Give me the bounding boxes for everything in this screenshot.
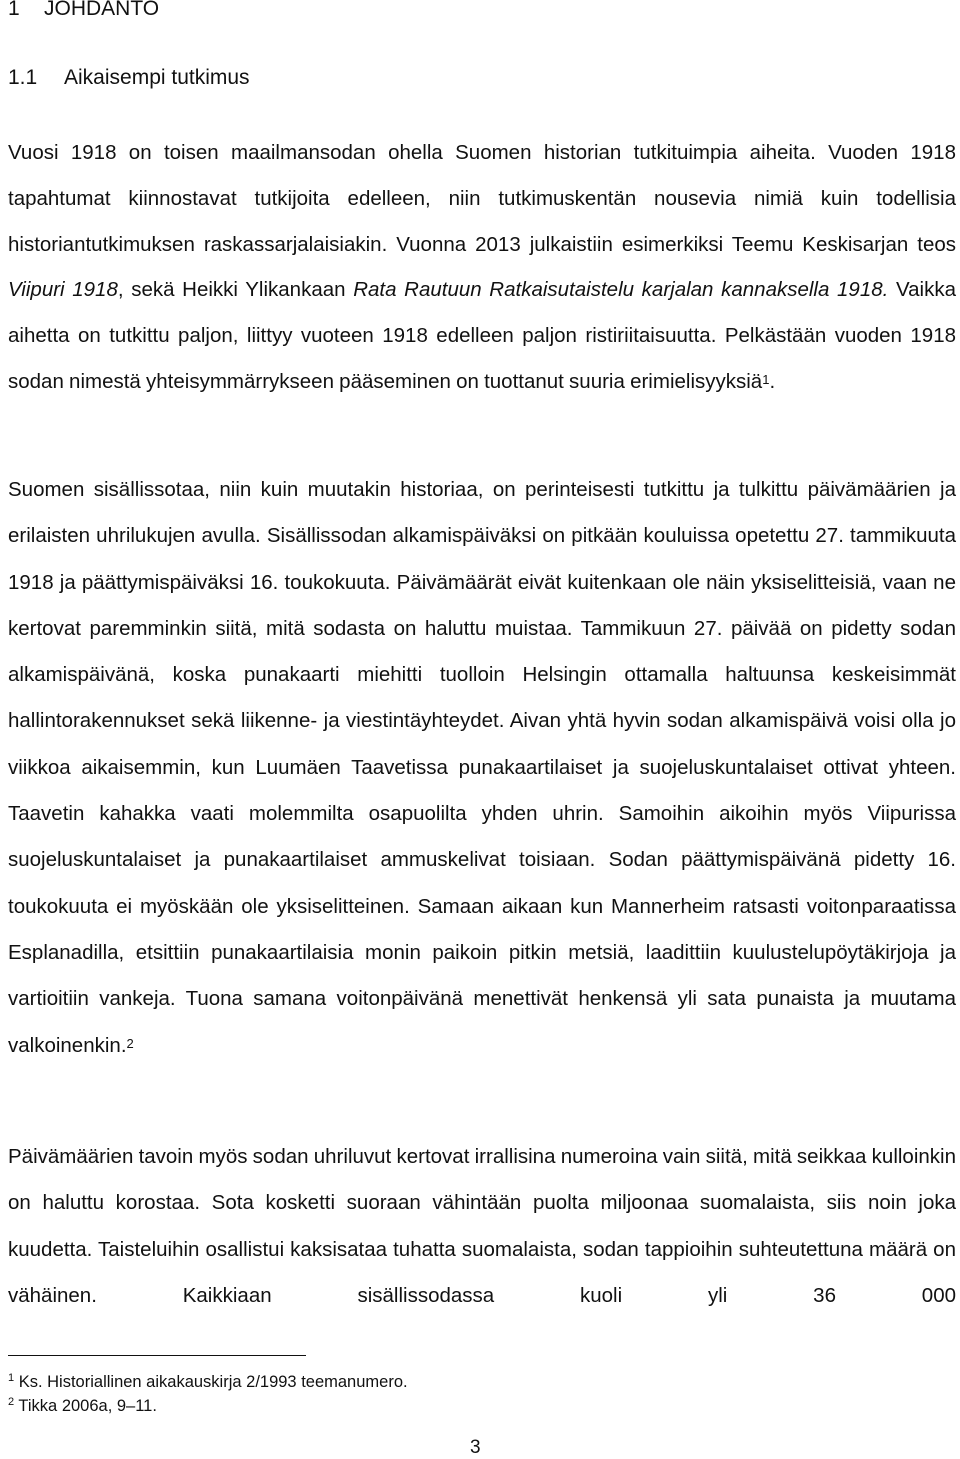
paragraph-1-text-b: , sekä Heikki Ylikankaan — [117, 278, 354, 302]
footnote-2-number: 2 — [8, 1396, 15, 1408]
footnote-2 — [8, 1396, 157, 1416]
paragraph-1-text-a: Vuosi 1918 on toisen maailmansodan ohella Suomen historian tutkituimpia aiheita. Vuoden 1918 tapahtumat kiinnostavat tutkijoita edelleen, niin tutkimuskentän nousevia nimiä kuin todellisia historiantutkimuksen raskassarjalaisiakin. Vuonna 2013 julkaistiin esimerkiksi Teemu Keskisarjan teos — [8, 141, 956, 256]
paragraph-1 — [8, 130, 956, 405]
footnote-1-text: Ks. Historiallinen aikakauskirja 2/1993 teemanumero. — [18, 1373, 408, 1391]
footnote-ref-1[interactable]: 1 — [762, 371, 770, 387]
page-number: 3 — [470, 1437, 481, 1458]
chapter-heading — [8, 0, 159, 21]
footnote-separator — [8, 1355, 306, 1356]
chapter-title: JOHDANTO — [44, 0, 160, 20]
book-title-rata-rautuun: Rata Rautuun Ratkaisutaistelu karjalan kannaksella 1918. — [353, 278, 889, 302]
footnote-2-text: Tikka 2006a, 9–11. — [18, 1397, 157, 1415]
section-title: Aikaisempi tutkimus — [64, 66, 250, 89]
section-number: 1.1 — [8, 66, 38, 89]
paragraph-2-text: Suomen sisällissotaa, niin kuin muutakin historiaa, on perinteisesti tutkittu ja tulkittu päivämäärien ja erilaisten uhrilukujen avulla. Sisällissodan alkamispäiväksi on pitkään kouluissa opetettu 27. tammikuuta 1918 ja päättymispäiväksi 16. toukokuuta. Päivämäärät eivät kuitenkaan ole näin yksiselitteisiä, vaan ne kertovat paremminkin siitä, mitä sodasta on haluttu muistaa. Tammikuun 27. päivää on pidetty sodan alkamispäivänä, koska punakaarti miehitti tuolloin Helsingin ottamalla haltuunsa keskeisimmät hallintorakennukset sekä liikenne- ja viestintäyhteydet. Aivan yhtä hyvin sodan alkamispäivä voisi olla jo viikkoa aikaisemmin, kun Luumäen Taavetissa punakaartilaiset ja suojeluskuntalaiset ottivat yhteen. Taavetin kahakka vaati molemmilta osapuolilta yhden uhrin. Samoihin aikoihin myös Viipurissa suojeluskuntalaiset ja punakaartilaiset ammuskelivat toisiaan. Sodan päättymispäivänä pidetty 16. toukokuuta ei myöskään ole yksiselitteinen. Samaan aikaan kun Mannerheim ratsasti voitonparaatissa Esplanadilla, etsittiin punakaartilaisia monin paikoin pitkin metsiä, laadittiin kuulustelupöytäkirjoja ja vartioitiin vankeja. Tuona samana voitonpäivänä menettivät henkensä yli sata punaista ja muutama valkoinenkin. — [8, 478, 956, 1057]
footnote-1-number: 1 — [8, 1372, 15, 1384]
paragraph-3 — [8, 1134, 956, 1319]
paragraph-1-end: . — [769, 369, 776, 393]
book-title-viipuri: Viipuri 1918 — [8, 278, 118, 302]
footnote-ref-2[interactable]: 2 — [126, 1035, 134, 1051]
paragraph-1-text-c: Vaikka aihetta on tutkittu paljon, liittyy vuoteen 1918 edelleen paljon ristiriitaisuutta. Pelkästään vuoden 1918 sodan nimestä yhteisymmärrykseen pääseminen on tuottanut suuria erimielisyyksiä — [8, 278, 957, 393]
section-heading — [8, 66, 250, 90]
footnote-1 — [8, 1372, 408, 1392]
paragraph-3-text: Päivämäärien tavoin myös sodan uhriluvut kertovat irrallisina numeroina vain siitä, mitä seikkaa kulloinkin on haluttu korostaa. Sota kosketti suoraan vähintään puolta miljoonaa suomalaista, siis noin joka kuudetta. Taisteluihin osallistui kaksisataa tuhatta suomalaista, sodan tappioihin suhteutettuna määrä on vähäinen. Kaikkiaan sisällissodassa kuoli yli 36 000 — [8, 1145, 956, 1307]
chapter-number: 1 — [8, 0, 20, 20]
paragraph-2 — [8, 467, 956, 1069]
